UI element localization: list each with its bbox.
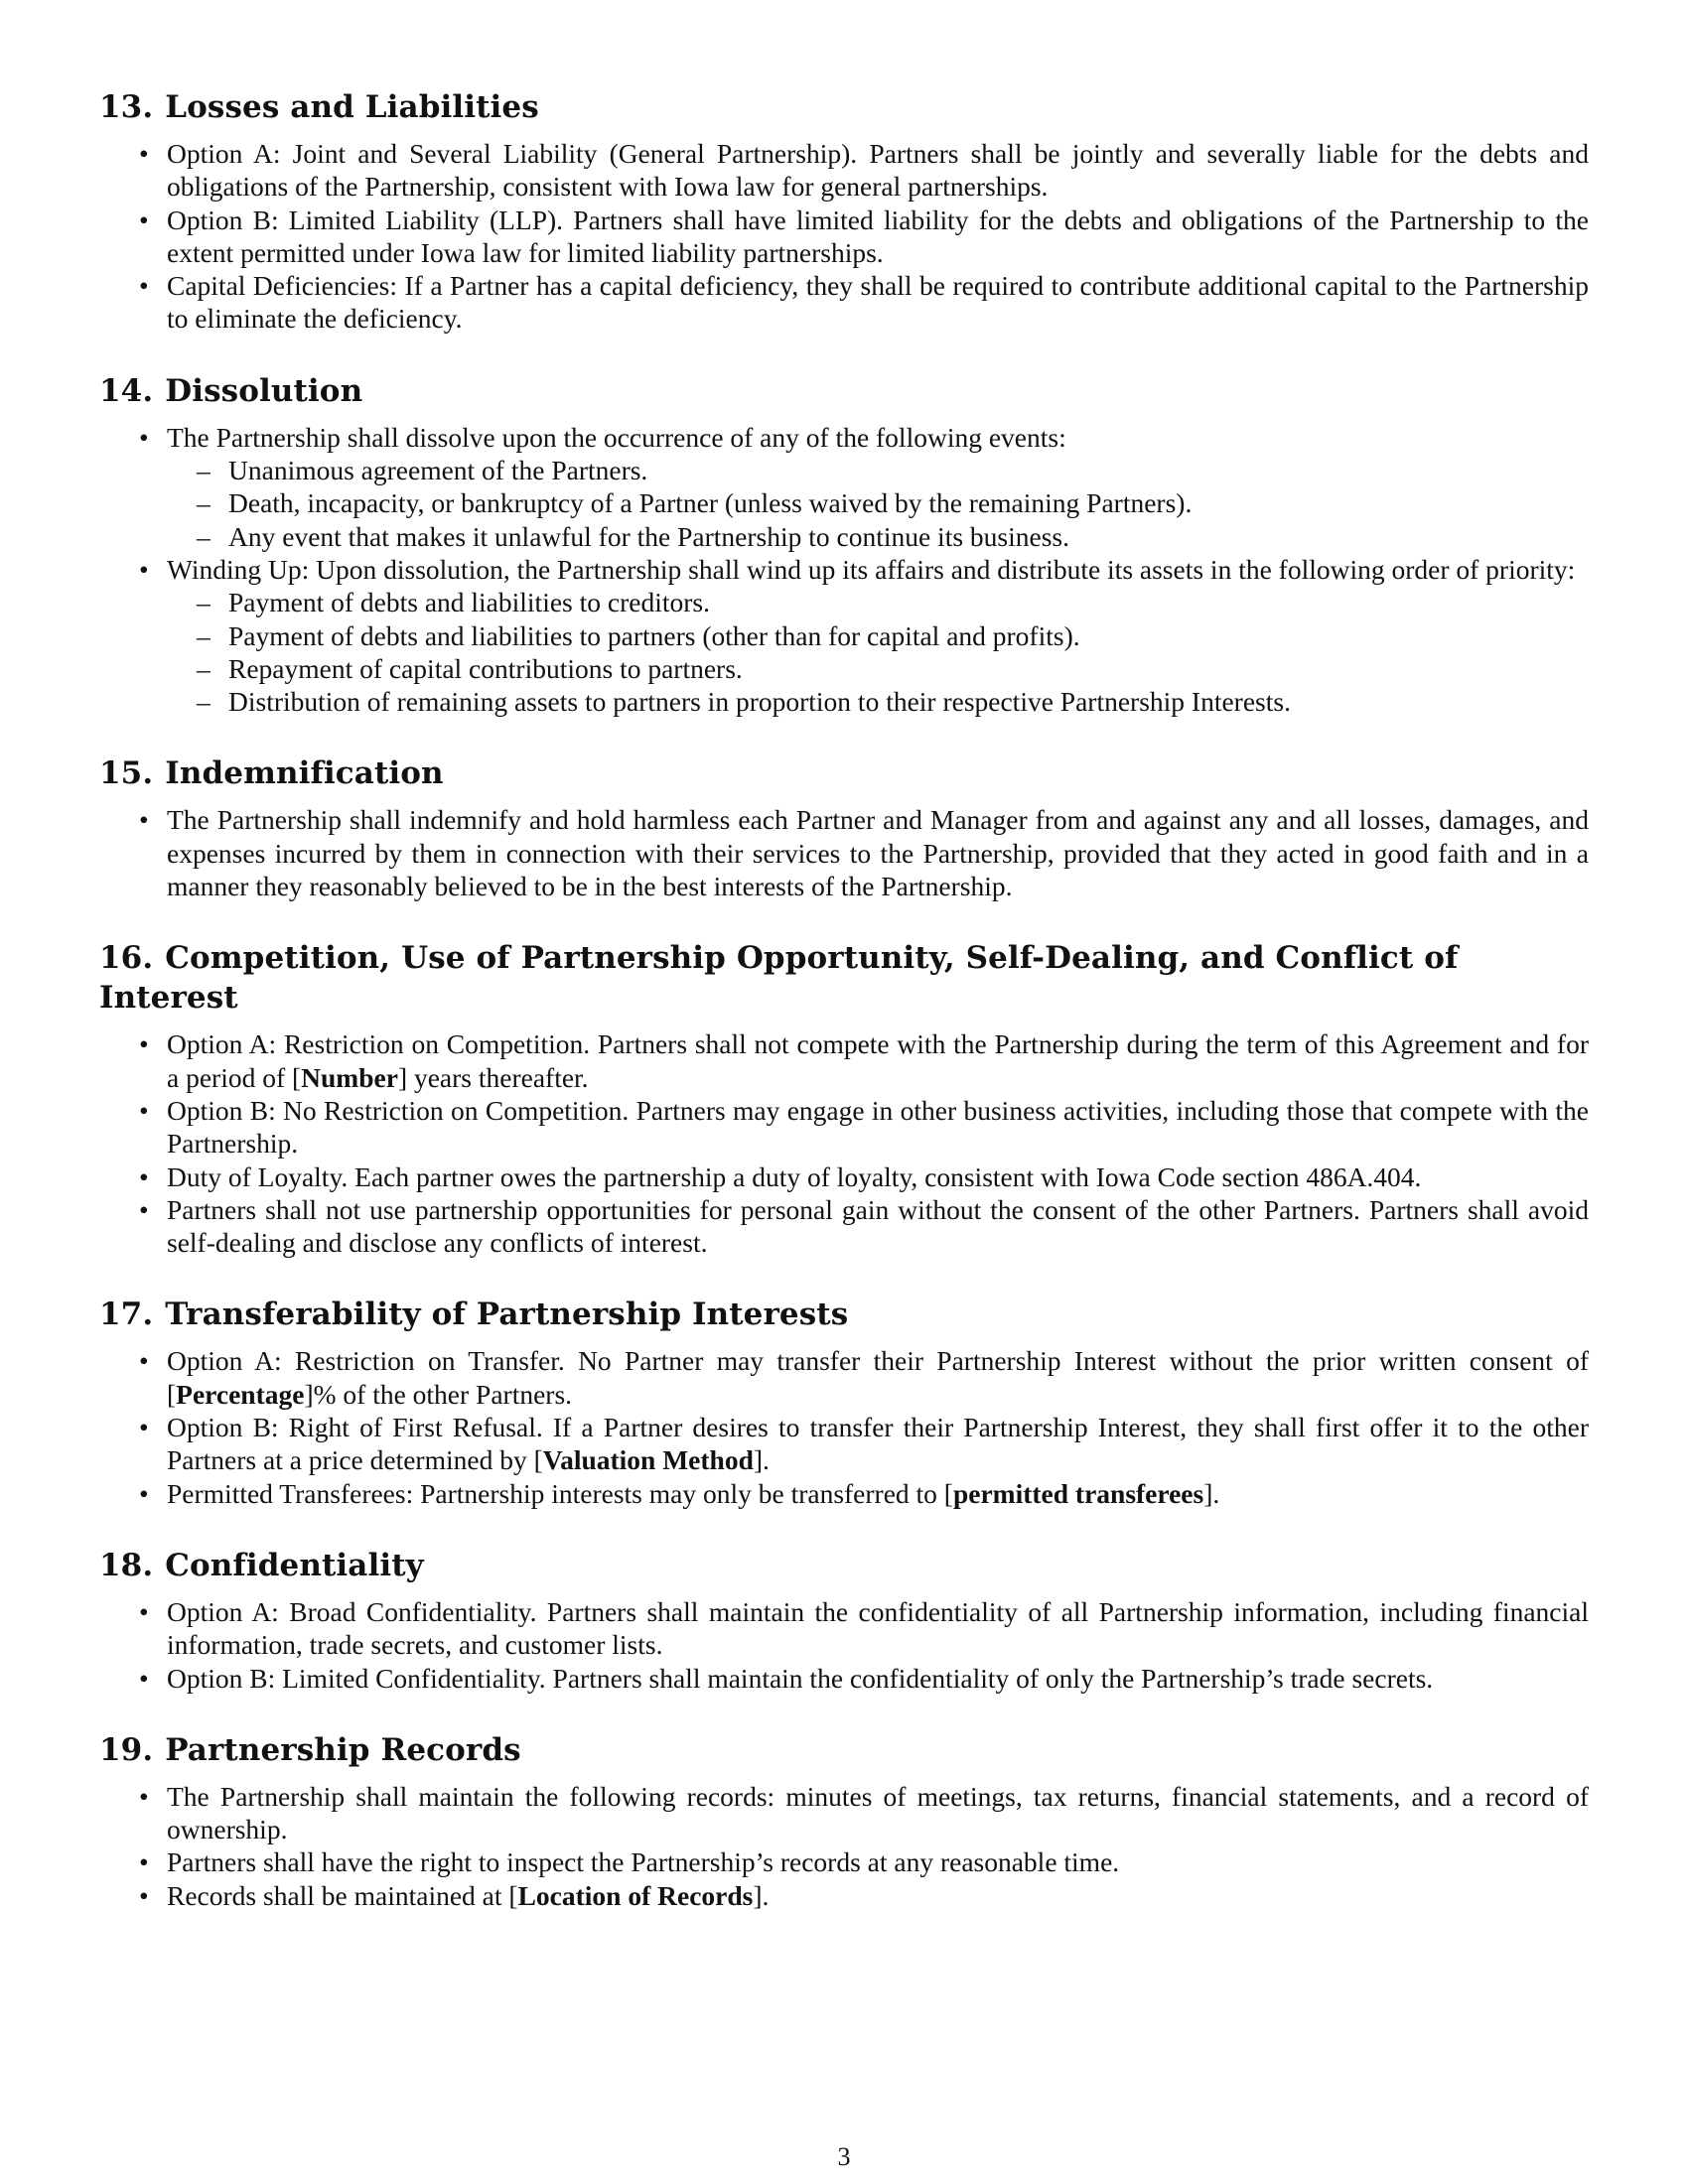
text-segment: ]. [753,1879,770,1911]
bullet-list [99,421,1589,719]
list-item [99,1477,1589,1510]
section-title: Losses and Liabilities [165,89,539,125]
section-number: 18. [99,1547,154,1583]
bullet-list [99,1027,1589,1259]
sub-list [167,586,1589,718]
text-segment: ] years thereafter. [397,1061,589,1093]
section-number: 13. [99,89,154,125]
list-item [99,1344,1589,1411]
section-title: Partnership Records [165,1731,521,1768]
page-number: 3 [837,2142,851,2171]
placeholder-field: Location of Records [517,1879,754,1911]
bullet-list [99,1780,1589,1912]
section-heading [99,1295,1589,1334]
section-partnership-records [99,1730,1589,1912]
list-item: • Option B: No Restriction on Competition. Partners may engage in other business activities, including those that compete with the Partnership. [99,1094,1589,1160]
list-item-text: The Partnership shall dissolve upon the occurrence of any of the following events: [167,421,1066,453]
text-segment: Option B: Right of First Refusal. If a Partner desires to transfer their Partnership Interest, they shall first offer it to the other Partners at a price determined by [ [167,1412,1589,1476]
list-item: • Capital Deficiencies: If a Partner has a capital deficiency, they shall be required to contribute additional capital to the Partnership to eliminate the deficiency. [99,269,1589,336]
list-item: • The Partnership shall indemnify and hold harmless each Partner and Manager from and against any and all losses, damages, and expenses incurred by them in connection with their services to the Partnership, provided that they acted in good faith and in a manner they reasonably believed to be in the best interests of the Partnership. [99,803,1589,902]
list-item-text: Winding Up: Upon dissolution, the Partnership shall wind up its affairs and distribute its assets in the following order of priority: [167,553,1576,585]
bullet-list [99,137,1589,336]
section-heading [99,1730,1589,1770]
text-segment: Option A: Restriction on Transfer. No Partner may transfer their Partnership Interest without the prior written consent of [ [167,1345,1589,1410]
list-item: • Duty of Loyalty. Each partner owes the partnership a duty of loyalty, consistent with Iowa Code section 486A.404. [99,1160,1589,1193]
sub-list-item: – Any event that makes it unlawful for the Partnership to continue its business. [167,520,1589,553]
section-heading [99,1546,1589,1585]
list-item [99,1879,1589,1912]
section-number: 19. [99,1731,154,1768]
placeholder-field: Valuation Method [542,1444,754,1476]
section-dissolution [99,371,1589,719]
list-item [99,1411,1589,1477]
text-segment: Permitted Transferees: Partnership interests may only be transferred to [ [167,1477,953,1509]
sub-list-item: – Unanimous agreement of the Partners. [167,454,1589,486]
section-number: 15. [99,755,154,792]
bullet-list [99,803,1589,902]
bullet-list [99,1595,1589,1695]
sub-list-item: – Distribution of remaining assets to partners in proportion to their respective Partnership Interests. [167,685,1589,718]
section-confidentiality [99,1546,1589,1695]
list-item: • Partners shall have the right to inspect the Partnership’s records at any reasonable time. [99,1845,1589,1878]
list-item: • Option A: Broad Confidentiality. Partners shall maintain the confidentiality of all Partnership information, including financial information, trade secrets, and customer lists. [99,1595,1589,1662]
section-indemnification [99,753,1589,902]
placeholder-field: Number [301,1061,398,1093]
section-heading [99,87,1589,127]
section-number: 14. [99,372,154,409]
section-number: 17. [99,1297,154,1333]
sub-list-item: – Payment of debts and liabilities to partners (other than for capital and profits). [167,619,1589,652]
placeholder-field: Percentage [176,1378,305,1410]
section-losses-and-liabilities [99,87,1589,336]
sub-list-item: – Repayment of capital contributions to partners. [167,652,1589,685]
list-item: • Partners shall not use partnership opportunities for personal gain without the consent of the other Partners. Partners shall avoid self-dealing and disclose any conflicts of interest. [99,1193,1589,1260]
sub-list-item: – Death, incapacity, or bankruptcy of a Partner (unless waived by the remaining Partners). [167,486,1589,519]
sub-list-item: – Payment of debts and liabilities to creditors. [167,586,1589,618]
section-heading [99,753,1589,793]
sub-list [167,454,1589,553]
section-title: Confidentiality [165,1547,424,1583]
list-item: • Option A: Joint and Several Liability (General Partnership). Partners shall be jointly and severally liable for the debts and obligations of the Partnership, consistent with Iowa law for general partnerships. [99,137,1589,204]
section-title: Competition, Use of Partnership Opportunity, Self-Dealing, and Conflict of Interest [99,940,1459,1017]
section-title: Dissolution [165,372,363,409]
text-segment: ]. [753,1444,770,1476]
section-transferability [99,1295,1589,1509]
section-title: Indemnification [165,755,444,792]
list-item [99,1027,1589,1094]
placeholder-field: permitted transferees [952,1477,1204,1509]
text-segment: ]. [1203,1477,1220,1509]
list-item: • Option B: Limited Liability (LLP). Partners shall have limited liability for the debts and obligations of the Partnership to the extent permitted under Iowa law for limited liability partnerships. [99,204,1589,270]
document-page [99,87,1589,1912]
section-number: 16. [99,940,154,977]
text-segment: ]% of the other Partners. [304,1378,573,1410]
text-segment: Records shall be maintained at [ [167,1879,518,1911]
section-heading [99,938,1589,1018]
bullet-list [99,1344,1589,1509]
list-item [99,421,1589,553]
section-heading [99,371,1589,411]
text-segment: Option A: Restriction on Competition. Partners shall not compete with the Partnership during the term of this Agreement and for a period of [ [167,1028,1589,1093]
section-title: Transferability of Partnership Interests [165,1297,849,1333]
section-competition [99,938,1589,1259]
list-item: • The Partnership shall maintain the following records: minutes of meetings, tax returns, financial statements, and a record of ownership. [99,1780,1589,1846]
list-item: • Option B: Limited Confidentiality. Partners shall maintain the confidentiality of only the Partnership’s trade secrets. [99,1662,1589,1695]
list-item [99,553,1589,718]
